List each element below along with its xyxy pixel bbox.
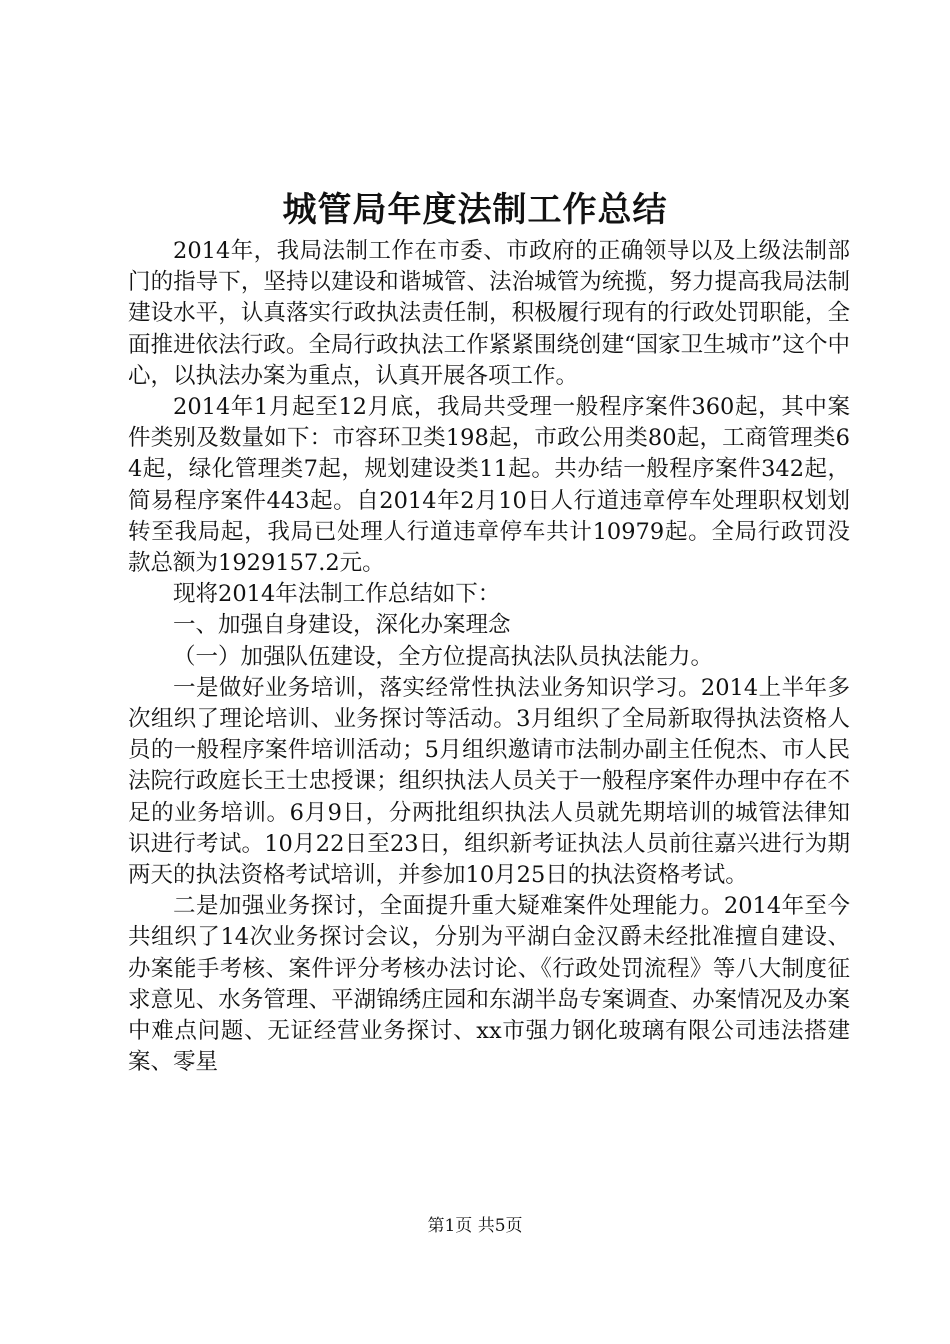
paragraph-discussion: 二是加强业务探讨，全面提升重大疑难案件处理能力。2014年至今共组织了14次业务探讨会议，分别为平湖白金汉爵未经批准擅自建设、办案能手考核、案件评分考核办法讨论、《行政处罚流程》等八大制度征求意见、水务管理、平湖锦绣庄园和东湖半岛专案调查、办案情况及办案中难点问题、无证经营业务探讨、xx市强力钢化玻璃有限公司违法搭建案、零星: [128, 893, 850, 1076]
document-body: [128, 236, 850, 1078]
paragraph-intro: 2014年，我局法制工作在市委、市政府的正确领导以及上级法制部门的指导下，坚持以建设和谐城管、法治城管为统揽，努力提高我局法制建设水平，认真落实行政执法责任制，积极履行现有的行政处罚职能，全面推进依法行政。全局行政执法工作紧紧围绕创建“国家卫生城市”这个中心，以执法办案为重点，认真开展各项工作。: [128, 238, 850, 389]
paragraph-training: 一是做好业务培训，落实经常性执法业务知识学习。2014上半年多次组织了理论培训、业务探讨等活动。3月组织了全局新取得执法资格人员的一般程序案件培训活动；5月组织邀请市法制办副主任倪杰、市人民法院行政庭长王士忠授课；组织执法人员关于一般程序案件办理中存在不足的业务培训。6月9日，分两批组织执法人员就先期培训的城管法律知识进行考试。10月22日至23日，组织新考证执法人员前往嘉兴进行为期两天的执法资格考试培训，并参加10月25日的执法资格考试。: [128, 674, 850, 889]
paragraph-statistics: 2014年1月起至12月底，我局共受理一般程序案件360起，其中案件类别及数量如下：市容环卫类198起，市政公用类80起，工商管理类64起，绿化管理类7起，规划建设类11起。共办结一般程序案件342起，简易程序案件443起。自2014年2月10日人行道违章停车处理职权划划转至我局起，我局已处理人行道违章停车共计10979起。全局行政罚没款总额为1929157.2元。: [128, 394, 850, 577]
document-title: 城管局年度法制工作总结: [282, 190, 668, 230]
page-footer: 第1页 共5页: [427, 1216, 523, 1236]
subsection-heading-1-1: （一）加强队伍建设，全方位提高执法队员执法能力。: [173, 643, 714, 670]
paragraph-summary-lead: 现将2014年法制工作总结如下：: [173, 581, 501, 608]
section-heading-1: 一、加强自身建设，深化办案理念: [173, 612, 511, 639]
